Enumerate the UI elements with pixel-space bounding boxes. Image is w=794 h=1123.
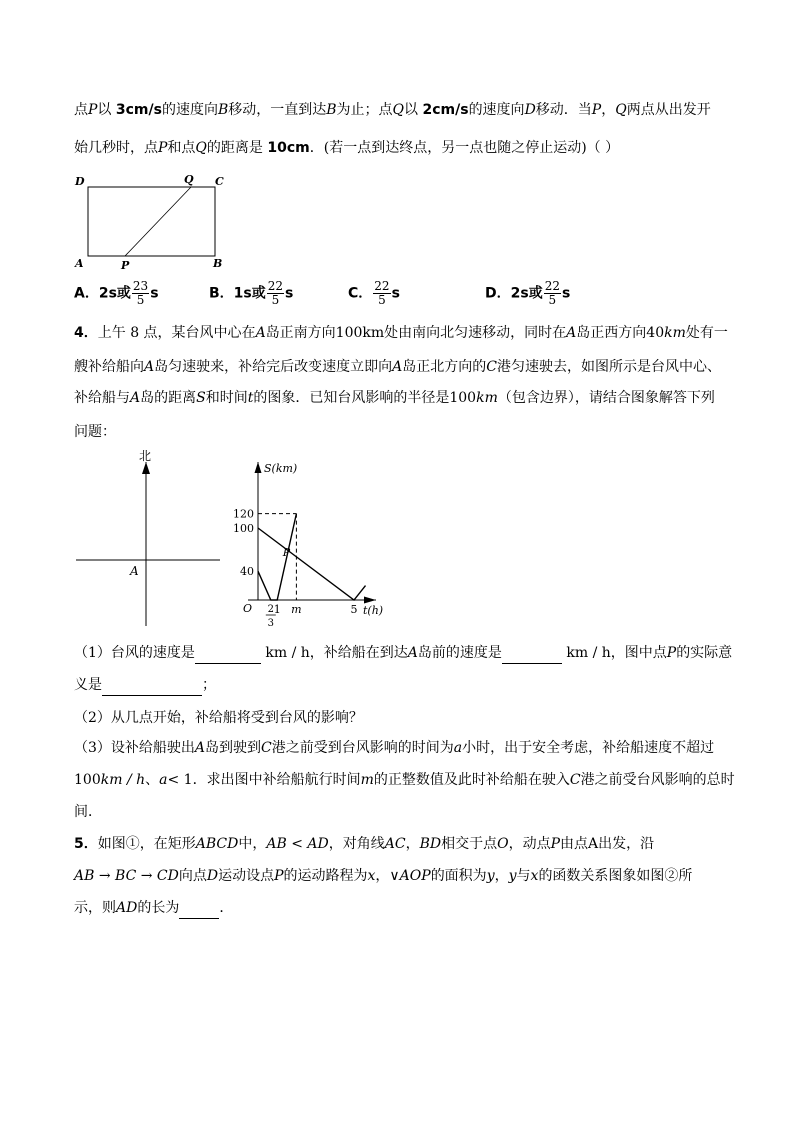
- y-axis-arrow-icon: [255, 462, 262, 473]
- island-a-label: A: [130, 564, 139, 578]
- q3-rectangle-figure: [72, 172, 242, 272]
- q4-text-line3: 补给船与A岛的距离S和时间t的图象．已知台风影响的半径是100km（包含边界），请结合图象解答下列: [74, 390, 715, 406]
- series-ship-line: [258, 514, 296, 600]
- q4-distance-time-chart: [228, 448, 388, 668]
- rectangle-abcd: [88, 187, 215, 256]
- x-axis-arrow-icon: [364, 597, 376, 604]
- y-tick-label-40: 40: [240, 565, 254, 579]
- x-axis-label: t(h): [363, 604, 384, 617]
- label-d: D: [75, 175, 85, 188]
- answer-blank-ship-speed[interactable]: [502, 643, 562, 664]
- q4-sub3-line2: 100km / h、a< 1．求出图中补给船航行时间m的正整数值及此时补给船在驶入C港之前受台风影响的总时: [74, 772, 735, 788]
- x-tick-label-m: m: [291, 603, 302, 616]
- point-p-label: P: [282, 546, 291, 560]
- y-axis-label: S(km): [264, 462, 298, 475]
- north-arrow-icon: [142, 462, 150, 474]
- q3-text-line2: 始几秒时，点P和点Q的距离是 10cm．(若一点到达终点，另一点也随之停止运动)（ ）: [74, 140, 620, 156]
- q5-text-line2: AB → BC → CD向点D运动设点P的运动路程为x，∨AOP的面积为y，y与x的函数关系图象如图②所: [74, 868, 693, 884]
- x-tick-label-1: 1: [273, 603, 281, 616]
- q3-option-a: A．2s或 $\frac{23}{5}$ s: [74, 279, 159, 307]
- x-tick-frac-den: 3: [267, 618, 274, 629]
- q5-text-line1: 5．如图①，在矩形ABCD中，AB < AD，对角线AC，BD相交于点O，动点P由点A出发，沿: [74, 836, 655, 852]
- x-tick-label-5: 5: [350, 603, 358, 616]
- answer-blank-typhoon-speed[interactable]: [195, 643, 261, 664]
- label-a: A: [75, 257, 84, 270]
- q4-sub2: （2）从几点开始，补给船将受到台风的影响？: [74, 710, 363, 726]
- q3-option-b: B．1s或 $\frac{22}{5}$ s: [209, 279, 294, 307]
- q4-text-line2: 艘补给船向A岛匀速驶来，补给完后改变速度立即向A岛正北方向的C港匀速驶去，如图所示是台风中心、: [74, 359, 721, 375]
- q4-text-line1: 4．上午 8 点，某台风中心在A岛正南方向100km处由南向北匀速移动，同时在A岛正西方向40km处有一: [74, 325, 728, 341]
- origin-label: O: [243, 602, 253, 615]
- north-label: 北: [139, 449, 152, 463]
- y-tick-label-120: 120: [233, 507, 254, 521]
- q4-sub1-line1: （1）台风的速度是 km / h，补给船在到达A岛前的速度是 km / h，图中点P的实际意: [74, 643, 732, 664]
- q3-text-line1: 点P以 3cm/s的速度向B移动，一直到达B为止；点Q以 2cm/s的速度向D移动．当P，Q两点从出发开: [74, 102, 711, 118]
- x-tick-frac-num: 2: [267, 604, 274, 615]
- q5-text-line3: 示，则AD的长为 ．: [74, 898, 233, 919]
- answer-blank-point-p-meaning[interactable]: [102, 675, 202, 696]
- q3-option-c: C． $\frac{22}{5}$ s: [348, 279, 400, 307]
- series-typhoon-line: [258, 528, 366, 600]
- q4-sub3-line1: （3）设补给船驶出A岛到驶到C港之前受到台风影响的时间为a小时，出于安全考虑，补给船速度不超过: [74, 740, 715, 756]
- segment-pq: [125, 187, 191, 256]
- label-b: B: [213, 257, 223, 270]
- y-tick-label-100: 100: [233, 522, 254, 535]
- q4-text-line4: 问题：: [74, 424, 116, 440]
- label-c: C: [215, 175, 224, 188]
- answer-blank-ad-length[interactable]: [179, 898, 219, 919]
- q4-compass-figure: [70, 448, 230, 628]
- q4-sub3-line3: 间．: [74, 804, 102, 820]
- label-p: P: [121, 259, 130, 272]
- q4-sub1-line2: 义是 ；: [74, 675, 216, 696]
- label-q: Q: [184, 173, 194, 186]
- q3-option-d: D．2s或 $\frac{22}{5}$ s: [485, 279, 571, 307]
